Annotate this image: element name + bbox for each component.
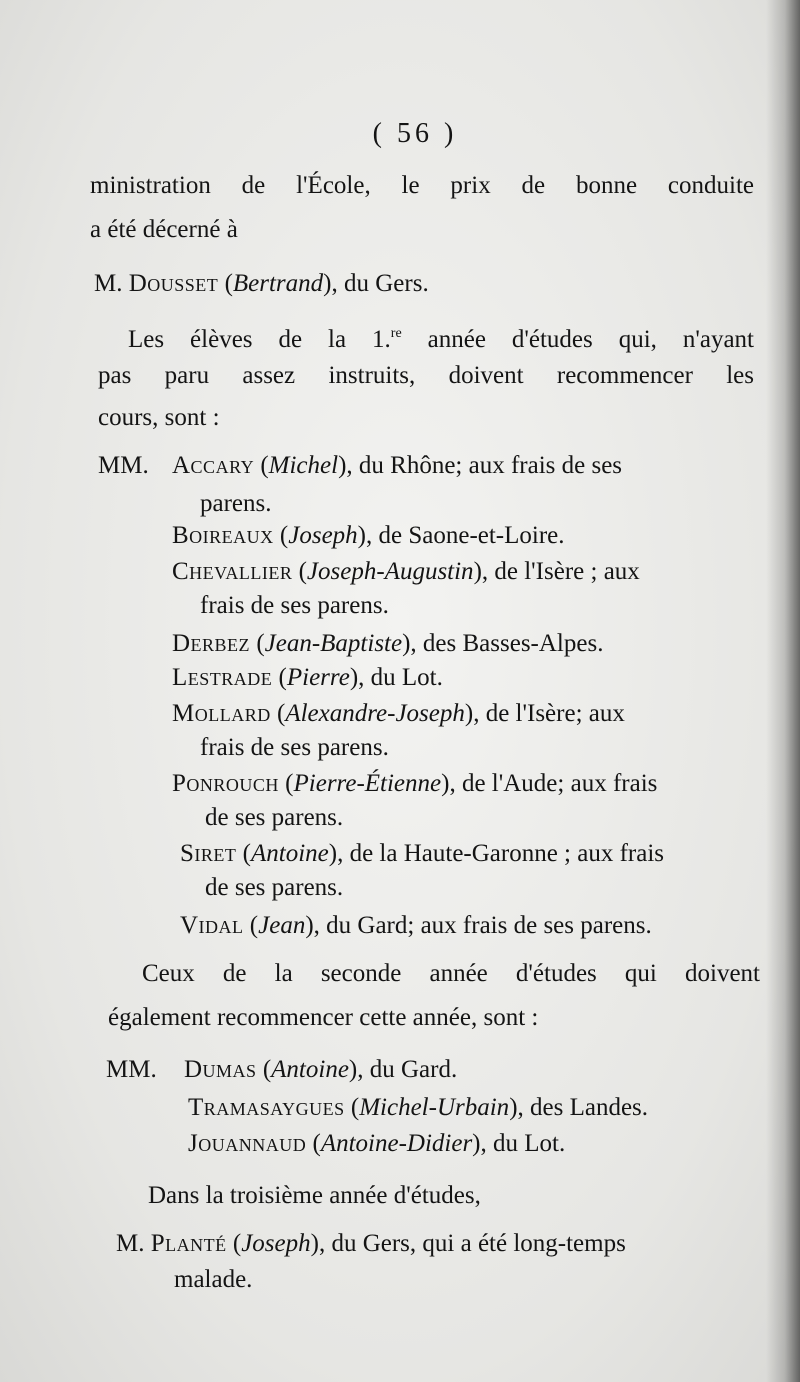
list-item: Mollard (Alexandre-Joseph), de l'Isère; aux [172,700,625,727]
award-surname: Dousset [128,270,219,297]
award-prefix: M. [94,270,123,297]
third-year-intro: Dans la troisième année d'études, [148,1182,481,1209]
list-item: Boireaux (Joseph), de Saone-et-Loire. [172,522,565,549]
list-item: Chevallier (Joseph-Augustin), de l'Isère ; aux [172,558,640,585]
intro-line-2: a été décerné à [90,216,238,243]
second-year-mm: MM. [106,1056,157,1083]
award-entry: M. Dousset (Bertrand), du Gers. [94,270,429,297]
first-year-intro-1: Les élèves de la 1.$^{re}$ année d'études qui, n'ayant [128,326,754,353]
third-year-entry: M. Planté (Joseph), du Gers, qui a été long-temps [116,1230,626,1257]
intro-line-1: ministration de l'École, le prix de bonne conduite [90,172,754,199]
third-year-continuation: malade. [174,1266,253,1293]
page-edge-shadow [766,0,800,1382]
page-number: ( 56 ) [372,118,458,149]
first-year-intro-3: cours, sont : [98,404,220,431]
list-item: Lestrade (Pierre), du Lot. [172,664,443,691]
first-year-mm: MM. [98,452,149,479]
second-year-intro-2: également recommencer cette année, sont : [108,1004,539,1031]
list-item: Tramasaygues (Michel-Urbain), des Landes. [188,1094,649,1121]
list-item-continuation: de ses parens. [205,804,344,831]
list-item: Vidal (Jean), du Gard; aux frais de ses parens. [180,912,652,939]
award-given-name: Bertrand [232,270,324,297]
list-item: Siret (Antoine), de la Haute-Garonne ; aux frais [180,840,665,867]
first-year-intro-2: pas paru assez instruits, doivent recommencer les [98,362,754,389]
list-item: Jouannaud (Antoine-Didier), du Lot. [188,1130,566,1157]
list-item: Accary (Michel), du Rhône; aux frais de ses [172,452,623,479]
list-item-continuation: de ses parens. [205,874,344,901]
list-item-continuation: frais de ses parens. [200,734,389,761]
list-item: Ponrouch (Pierre-Étienne), de l'Aude; aux frais [172,770,658,797]
list-item: Dumas (Antoine), du Gard. [184,1056,458,1083]
list-item-continuation: frais de ses parens. [200,592,389,619]
list-item-continuation: parens. [200,490,272,517]
list-item: Derbez (Jean-Baptiste), des Basses-Alpes. [172,630,604,657]
second-year-intro-1: Ceux de la seconde année d'études qui doivent [142,960,760,987]
award-origin: , du Gers. [331,270,429,297]
